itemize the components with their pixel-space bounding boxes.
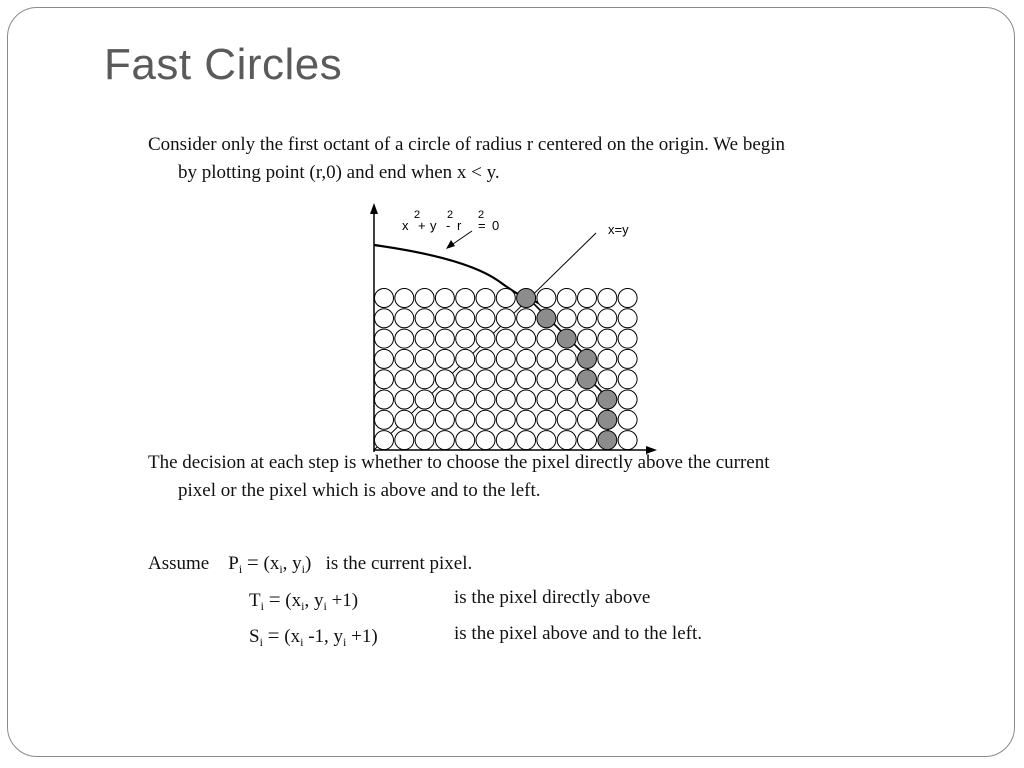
- pixel-circle: [395, 309, 414, 328]
- pixel-circle: [598, 329, 617, 348]
- pixel-circle: [456, 289, 475, 308]
- pixel-circle: [557, 431, 576, 450]
- pixel-grid: [375, 289, 638, 450]
- p-letter: P: [228, 553, 239, 574]
- pixel-circle: [496, 410, 515, 429]
- pixel-circle: [578, 309, 597, 328]
- pixel-circle: [415, 370, 434, 389]
- pixel-circle: [496, 370, 515, 389]
- eq-y: y: [430, 218, 437, 233]
- pixel-circle: [517, 329, 536, 348]
- pixel-circle: [375, 309, 394, 328]
- pixel-circle: [517, 410, 536, 429]
- intro-paragraph: [148, 131, 948, 187]
- pixel-circle: [415, 289, 434, 308]
- pixel-circle: [375, 370, 394, 389]
- pixel-circle: [618, 289, 637, 308]
- pixel-circle: [456, 410, 475, 429]
- s-y-sub: i: [343, 635, 347, 649]
- equation-arrowhead: [446, 240, 455, 249]
- pixel-circle: [496, 309, 515, 328]
- pixel-circle: [496, 349, 515, 368]
- pixel-circle: [395, 329, 414, 348]
- pixel-circle: [476, 370, 495, 389]
- pixel-circle: [375, 410, 394, 429]
- pixel-circle: [456, 390, 475, 409]
- pixel-circle: [456, 431, 475, 450]
- intro-line-2: by plotting point (r,0) and end when x < y.: [178, 162, 500, 183]
- pixel-circle: [456, 309, 475, 328]
- p-desc: is the current pixel.: [325, 553, 473, 574]
- pixel-circle: [496, 390, 515, 409]
- s-sub: i: [259, 635, 263, 649]
- pixel-circle: [578, 390, 597, 409]
- pixel-circle: [578, 431, 597, 450]
- pixel-circle: [618, 410, 637, 429]
- pixel-circle: [496, 329, 515, 348]
- eq-exp-y: 2: [447, 209, 454, 221]
- pixel-circle-selected: [557, 329, 576, 348]
- t-y: y: [313, 590, 324, 611]
- pixel-circle: [537, 289, 556, 308]
- pixel-circle: [517, 370, 536, 389]
- pixel-circle: [395, 431, 414, 450]
- xy-label: x=y: [608, 222, 629, 237]
- eq-plus: +: [418, 218, 426, 233]
- pixel-circle: [537, 390, 556, 409]
- eq-equals: =: [478, 218, 486, 233]
- pixel-circle: [415, 431, 434, 450]
- pixel-circle: [435, 410, 454, 429]
- p-sub: i: [238, 562, 243, 576]
- octant-diagram: [350, 200, 670, 465]
- pixel-circle: [618, 431, 637, 450]
- pixel-circle: [456, 349, 475, 368]
- pixel-circle: [578, 410, 597, 429]
- pixel-circle: [476, 289, 495, 308]
- assume-line: Assume $P_i = (x_i$, $y_i$) is the current pixel.: [148, 550, 473, 576]
- pixel-circle: [395, 289, 414, 308]
- pixel-circle: [375, 329, 394, 348]
- decision-line-1: The decision at each step is whether to choose the pixel directly above the current: [148, 452, 770, 473]
- p-x: x: [269, 553, 280, 574]
- pixel-circle: [435, 289, 454, 308]
- pixel-circle: [435, 349, 454, 368]
- pixel-circle: [557, 370, 576, 389]
- assume-word: Assume: [148, 553, 210, 574]
- s-letter: S: [249, 626, 260, 647]
- pixel-circle: [415, 309, 434, 328]
- pixel-circle: [476, 390, 495, 409]
- pixel-circle: [395, 349, 414, 368]
- pixel-circle-selected: [598, 390, 617, 409]
- pixel-circle: [557, 410, 576, 429]
- eq-exp-x: 2: [414, 209, 421, 221]
- t-line: $T_i = (x_i$, $y_i +1$): [249, 587, 359, 613]
- eq-minus: -: [446, 218, 451, 233]
- pixel-circle: [537, 370, 556, 389]
- pixel-circle: [415, 329, 434, 348]
- pixel-circle: [537, 410, 556, 429]
- circle-equation-label: [402, 209, 499, 233]
- pixel-circle: [375, 349, 394, 368]
- pixel-circle: [375, 431, 394, 450]
- pixel-circle: [496, 431, 515, 450]
- eq-r: r: [457, 218, 462, 233]
- pixel-circle: [435, 390, 454, 409]
- pixel-circle: [557, 309, 576, 328]
- pixel-circle: [517, 349, 536, 368]
- pixel-circle: [435, 370, 454, 389]
- t-y-sub: i: [323, 599, 327, 613]
- t-x-sub: i: [301, 599, 305, 613]
- pixel-circle-selected: [598, 410, 617, 429]
- s-desc: is the pixel above and to the left.: [454, 623, 702, 644]
- pixel-circle: [557, 349, 576, 368]
- pixel-circle: [618, 349, 637, 368]
- pixel-circle: [598, 289, 617, 308]
- pixel-circle: [395, 410, 414, 429]
- pixel-circle: [578, 289, 597, 308]
- pixel-circle: [456, 329, 475, 348]
- slide-title: Fast Circles: [104, 40, 343, 89]
- pixel-circle-selected: [598, 431, 617, 450]
- pixel-circle: [476, 349, 495, 368]
- pixel-circle: [598, 309, 617, 328]
- p-y: y: [292, 553, 302, 574]
- pixel-circle-selected: [578, 349, 597, 368]
- pixel-circle-selected: [578, 370, 597, 389]
- t-desc: is the pixel directly above: [454, 587, 651, 608]
- pixel-circle: [537, 329, 556, 348]
- pixel-circle: [578, 329, 597, 348]
- pixel-circle: [476, 329, 495, 348]
- pixel-circle: [435, 329, 454, 348]
- pixel-circle: [618, 309, 637, 328]
- s-x-sub: i: [300, 635, 304, 649]
- pixel-circle: [476, 309, 495, 328]
- pixel-circle: [517, 431, 536, 450]
- pixel-circle: [476, 431, 495, 450]
- pixel-circle: [395, 370, 414, 389]
- pixel-circle: [395, 390, 414, 409]
- pixel-circle: [598, 370, 617, 389]
- pixel-circle: [557, 390, 576, 409]
- eq-zero: 0: [492, 218, 500, 233]
- pixel-circle: [618, 370, 637, 389]
- pixel-circle: [375, 390, 394, 409]
- pixel-circle: [435, 309, 454, 328]
- y-axis-arrowhead: [370, 203, 378, 214]
- decision-line-2: pixel or the pixel which is above and to the left.: [178, 480, 541, 501]
- pixel-circle: [618, 329, 637, 348]
- pixel-circle: [415, 390, 434, 409]
- pixel-circle: [557, 289, 576, 308]
- p-y-sub: i: [301, 562, 306, 576]
- s-y: y: [333, 626, 344, 647]
- pixel-circle: [496, 289, 515, 308]
- pixel-circle: [537, 431, 556, 450]
- pixel-circle: [456, 370, 475, 389]
- pixel-circle: [517, 390, 536, 409]
- pixel-circle-selected: [517, 289, 536, 308]
- eq-exp-r: 2: [478, 209, 485, 221]
- eq-x: x: [402, 218, 409, 233]
- pixel-circle: [435, 431, 454, 450]
- t-letter: T: [249, 590, 261, 611]
- pixel-circle: [618, 390, 637, 409]
- pixel-circle: [375, 289, 394, 308]
- decision-paragraph: [148, 449, 928, 505]
- intro-line-1: Consider only the first octant of a circle of radius r centered on the origin. We begin: [148, 134, 786, 155]
- pixel-circle: [415, 349, 434, 368]
- p-x-sub: i: [279, 562, 283, 576]
- pixel-circle: [476, 410, 495, 429]
- t-sub: i: [260, 599, 264, 613]
- pixel-circle: [537, 349, 556, 368]
- pixel-circle-selected: [537, 309, 556, 328]
- pixel-circle: [415, 410, 434, 429]
- pixel-circle: [598, 349, 617, 368]
- s-x: x: [290, 626, 301, 647]
- pixel-circle: [517, 309, 536, 328]
- t-x: x: [291, 590, 302, 611]
- s-line: $S_i = (x_i$ -1, $y_i +1$): [249, 623, 378, 649]
